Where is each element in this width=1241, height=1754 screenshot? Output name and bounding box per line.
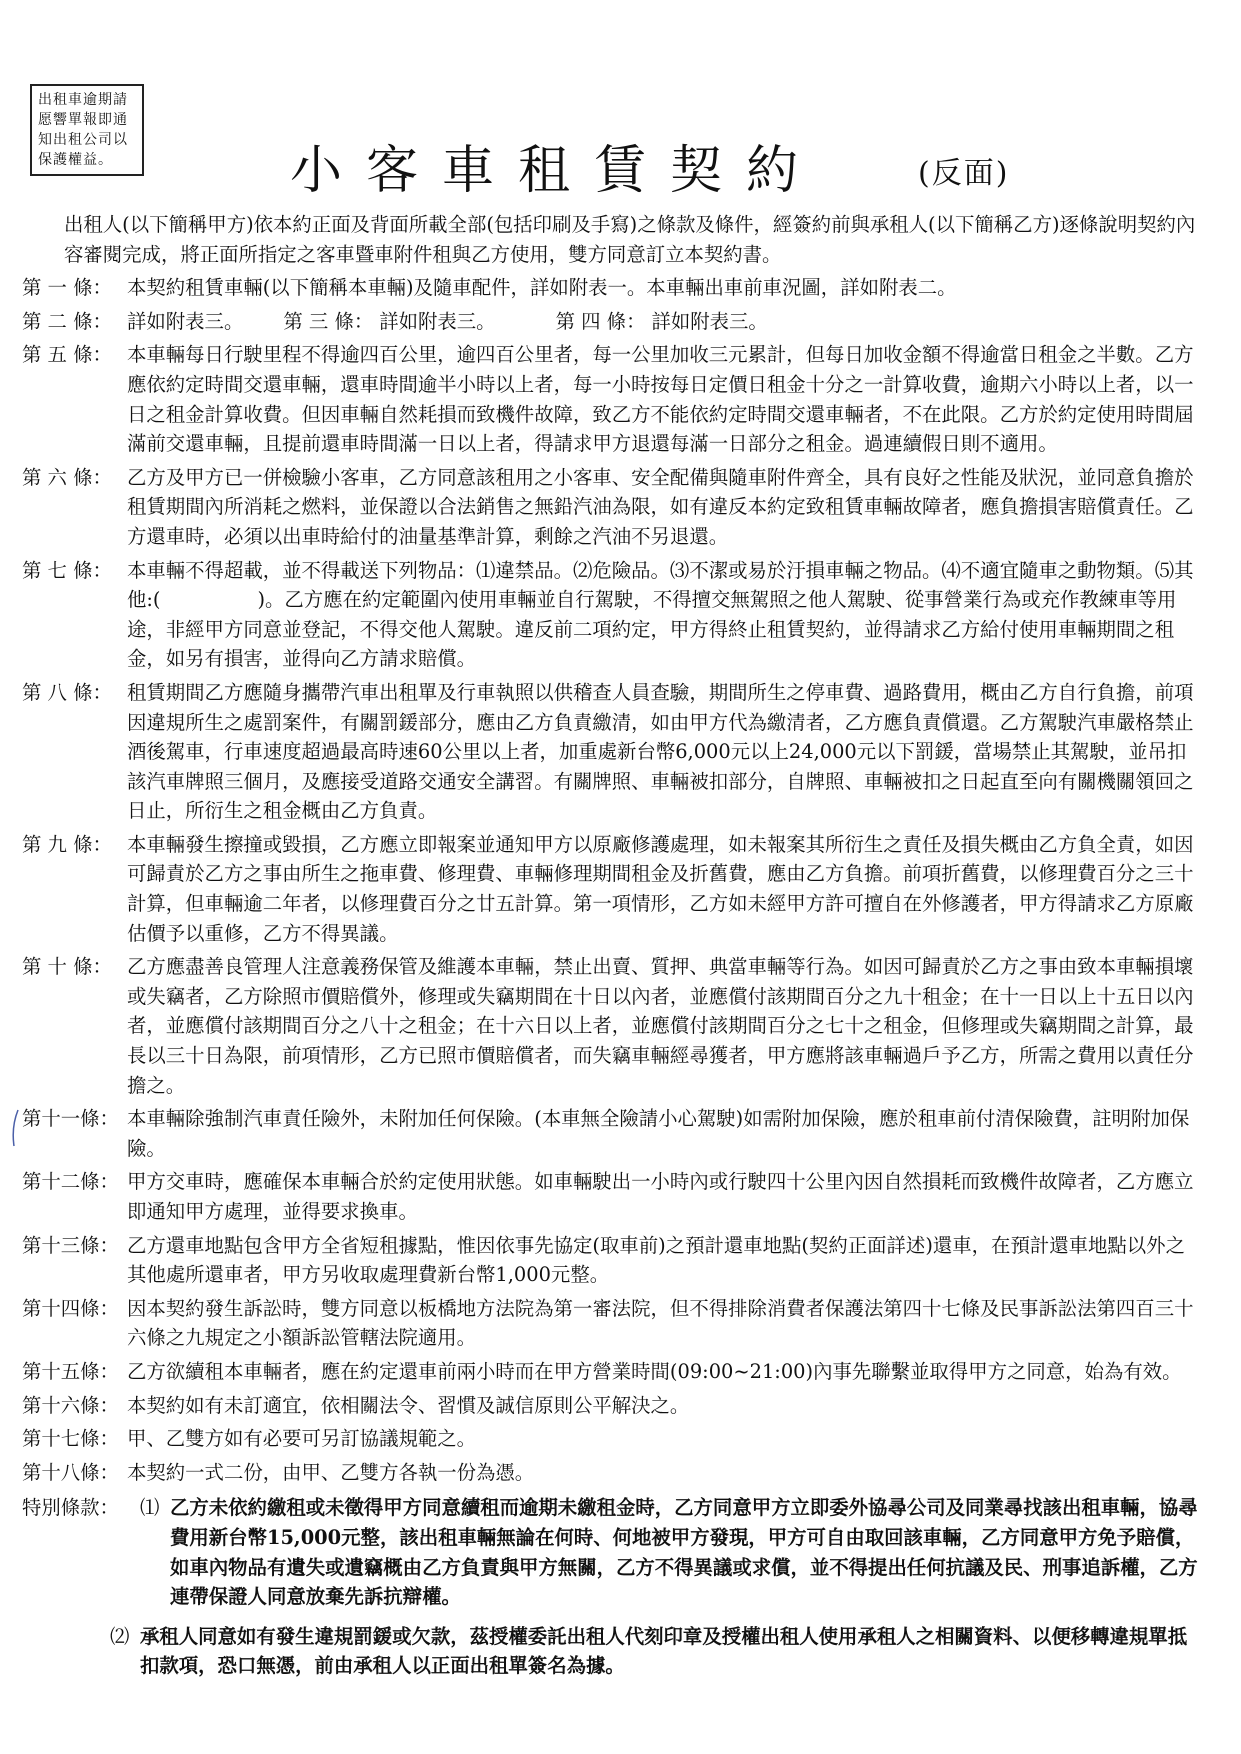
clause-16 (22, 1391, 1202, 1421)
clause-8 (22, 678, 1202, 826)
clause-label: 第十一條： (22, 1107, 119, 1131)
special-term-number: ⑴ (140, 1496, 160, 1520)
clause-text: 因本契約發生訴訟時，雙方同意以板橋地方法院為第一審法院，但不得排除消費者保護法第四十七條及民事訴訟法第四百三十六條之九規定之小額訴訟管轄法院適用。 (127, 1296, 1194, 1350)
clause-text: 本車輛每日行駛里程不得逾四百公里，逾四百公里者，每一公里加收三元累計，但每日加收金額不得逾當日租金之半數。乙方應依約定時間交還車輛，還車時間逾半小時以上者，每一小時按每日定價日租金十分之一計算收費，逾期六小時以上者，以一日之租金計算收費。但因車輛自然耗損而致機件故障，致乙方不能依約定時間交還車輛者，不在此限。乙方於約定使用時間屆滿前交還車輛，且提前還車時間滿一日以上者，得請求甲方退還每滿一日部分之租金。過連續假日則不適用。 (127, 343, 1194, 456)
clause-14 (22, 1294, 1202, 1353)
intro-paragraph: 出租人(以下簡稱甲方)依本約正面及背面所載全部(包括印刷及手寫)之條款及條件，經簽約前與承租人(以下簡稱乙方)逐條說明契約內容審閱完成，將正面所指定之客車暨車附件租與乙方使用，雙方同意訂立本契約書。 (64, 213, 1196, 266)
clause-label: 第 四 條： (555, 309, 646, 333)
clause-5 (22, 340, 1202, 458)
contract-body (22, 210, 1202, 1691)
clause-6 (22, 463, 1202, 552)
clause-text: 本車輛不得超載，並不得載送下列物品：⑴違禁品。⑵危險品。⑶不潔或易於汙損車輛之物品。⑷不適宜隨車之動物類。⑸其他:( )。乙方應在約定範圍內使用車輛並自行駕駛，不得擅交無駕照之他人駕駛、從事營業行為或充作教練車等用途，非經甲方同意並登記，不得交他人駕駛。違反前二項約定，甲方得終止租賃契約，並得請求乙方給付使用車輛期間之租金，如另有損害，並得向乙方請求賠償。 (127, 558, 1194, 671)
clause-text: 租賃期間乙方應隨身攜帶汽車出租單及行車執照以供稽查人員查驗，期間所生之停車費、過路費用，概由乙方自行負擔，前項因違規所生之處罰案件，有關罰鍰部分，應由乙方負責繳清，如由甲方代為繳清者，乙方應負責償還。乙方駕駛汽車嚴格禁止酒後駕車，行車速度超過最高時速60公里以上者，加重處新台幣6,000元以上24,000元以下罰鍰，當場禁止其駕駛，並吊扣該汽車牌照三個月，及應接受道路交通安全講習。有關牌照、車輛被扣部分，自牌照、車輛被扣之日起直至向有關機關領回之日止，所衍生之租金概由乙方負責。 (127, 680, 1194, 823)
page-title: 小客車租賃契約 (290, 141, 823, 201)
clause-12 (22, 1167, 1202, 1226)
clause-text: 乙方欲續租本車輛者，應在約定還車前兩小時而在甲方營業時間(09:00~21:00)內事先聯繫並取得甲方之同意，始為有效。 (127, 1359, 1182, 1383)
clause-text: 本契約如有未訂適宜，依相關法令、習慣及誠信原則公平解決之。 (127, 1393, 690, 1417)
special-terms-label: 特別條款： (22, 1496, 119, 1520)
clause-label: 第 五 條： (22, 343, 112, 367)
special-terms-items (110, 1493, 1202, 1691)
stamp-line: 愿響單報即通 (38, 112, 128, 128)
clause-label: 第十三條： (22, 1233, 119, 1257)
clause-4 (556, 307, 768, 337)
clause-label: 第十六條： (22, 1393, 119, 1417)
clause-text: 本契約一式二份，由甲、乙雙方各執一份為憑。 (127, 1460, 535, 1484)
clause-1 (22, 273, 1202, 303)
clause-15 (22, 1357, 1202, 1387)
clause-text: 乙方還車地點包含甲方全省短租據點，惟因依事先協定(取車前)之預計還車地點(契約正面詳述)還車，在預計還車地點以外之其他處所還車者，甲方另收取處理費新台幣1,000元整。 (127, 1233, 1185, 1287)
special-term-1 (140, 1493, 1202, 1611)
notice-stamp (30, 84, 144, 176)
special-term-text: 乙方未依約繳租或未徵得甲方同意續租而逾期未繳租金時，乙方同意甲方立即委外協尋公司及同業尋找該出租車輛，協尋費用新台幣15,000元整，該出租車輛無論在何時、何地被甲方發現，甲方可自由取回該車輛，乙方同意甲方免予賠償，如車內物品有遺失或遺竊概由乙方負責與甲方無關，乙方不得異議或求償，並不得提出任何抗議及民、刑事追訴權，乙方連帶保證人同意放棄先訴抗辯權。 (170, 1496, 1198, 1609)
clauses-2-4-row (22, 307, 1202, 337)
clause-label: 第十四條： (22, 1296, 119, 1320)
clause-17 (22, 1424, 1202, 1454)
clause-10 (22, 952, 1202, 1100)
special-term-number: ⑵ (110, 1624, 130, 1648)
clause-text: 甲方交車時，應確保本車輛合於約定使用狀態。如車輛駛出一小時內或行駛四十公里內因自然損耗而致機件故障者，乙方應立即通知甲方處理，並得要求換車。 (127, 1170, 1194, 1223)
clause-18 (22, 1458, 1202, 1488)
special-term-2 (110, 1622, 1202, 1681)
clause-label: 第 七 條： (22, 558, 112, 582)
clause-text: 詳如附表三。 (379, 309, 496, 333)
clause-text: 甲、乙雙方如有必要可另訂協議規範之。 (127, 1427, 477, 1451)
clause-9 (22, 830, 1202, 948)
clause-text: 本車輛除強制汽車責任險外，未附加任何保險。(本車無全險請小心駕駛)如需附加保險，應於租車前付清保險費，註明附加保險。 (127, 1107, 1190, 1160)
clause-label: 第 九 條： (22, 832, 112, 856)
clause-label: 第十二條： (22, 1170, 119, 1194)
special-term-text: 承租人同意如有發生違規罰鍰或欠款，茲授權委託出租人代刻印章及授權出租人使用承租人之相關資料、以便移轉違規單抵扣款項，恐口無憑，前由承租人以正面出租單簽名為據。 (140, 1624, 1188, 1678)
pen-mark-icon (8, 1108, 22, 1148)
clause-label: 第十七條： (22, 1427, 119, 1451)
clause-text: 詳如附表三。 (651, 309, 768, 333)
clause-label: 第 一 條： (22, 276, 112, 300)
clause-text: 本車輛發生擦撞或毀損，乙方應立即報案並通知甲方以原廠修護處理，如未報案其所衍生之責任及損失概由乙方負全責，如因可歸責於乙方之事由所生之拖車費、修理費、車輛修理期間租金及折舊費，應由乙方負擔。前項折舊費，以修理費百分之三十計算，但車輛逾二年者，以修理費百分之廿五計算。第一項情形，乙方如未經甲方許可擅自在外修護者，甲方得請求乙方原廠估價予以重修，乙方不得異議。 (127, 832, 1194, 945)
clause-text: 詳如附表三。 (127, 309, 244, 333)
page-subtitle: (反面) (918, 156, 1010, 191)
clause-text: 乙方及甲方已一併檢驗小客車，乙方同意該租用之小客車、安全配備與隨車附件齊全，具有良好之性能及狀況，並同意負擔於租賃期間內所消耗之燃料，並保證以合法銷售之無鉛汽油為限，如有違反本約定致租賃車輛故障者，應負擔損害賠償責任。乙方還車時，必須以出車時給付的油量基準計算，剩餘之汽油不另退還。 (127, 465, 1194, 548)
stamp-line: 出租車逾期請 (38, 92, 128, 108)
clause-label: 第 八 條： (22, 680, 112, 704)
clause-label: 第 二 條： (22, 309, 112, 333)
clause-label: 第 三 條： (283, 309, 374, 333)
clause-13 (22, 1231, 1202, 1290)
clause-11 (22, 1104, 1202, 1163)
clause-text: 本契約租賃車輛(以下簡稱本車輛)及隨車配件，詳如附表一。本車輛出車前車況圖，詳如附表二。 (127, 276, 957, 300)
clause-label: 第 六 條： (22, 465, 112, 489)
clause-7 (22, 556, 1202, 674)
clause-3 (283, 307, 495, 337)
clause-2 (22, 307, 243, 337)
clause-label: 第十八條： (22, 1460, 119, 1484)
title-row (290, 128, 1090, 201)
special-terms (22, 1493, 1202, 1691)
clause-label: 第十五條： (22, 1359, 119, 1383)
stamp-line: 保護權益。 (38, 152, 113, 168)
stamp-line: 知出租公司以 (38, 132, 128, 148)
clause-text: 乙方應盡善良管理人注意義務保管及維護本車輛，禁止出賣、質押、典當車輛等行為。如因可歸責於乙方之事由致本車輛損壞或失竊者，乙方除照市價賠償外，修理或失竊期間在十日以內者，並應償付該期間百分之九十租金；在十一日以上十五日以內者，並應償付該期間百分之八十之租金；在十六日以上者，並應償付該期間百分之七十之租金，但修理或失竊期間之計算，最長以三十日為限，前項情形，乙方已照市價賠償者，而失竊車輛經尋獲者，甲方應將該車輛過戶予乙方，所需之費用以責任分擔之。 (127, 955, 1194, 1097)
clause-label: 第 十 條： (22, 955, 112, 979)
